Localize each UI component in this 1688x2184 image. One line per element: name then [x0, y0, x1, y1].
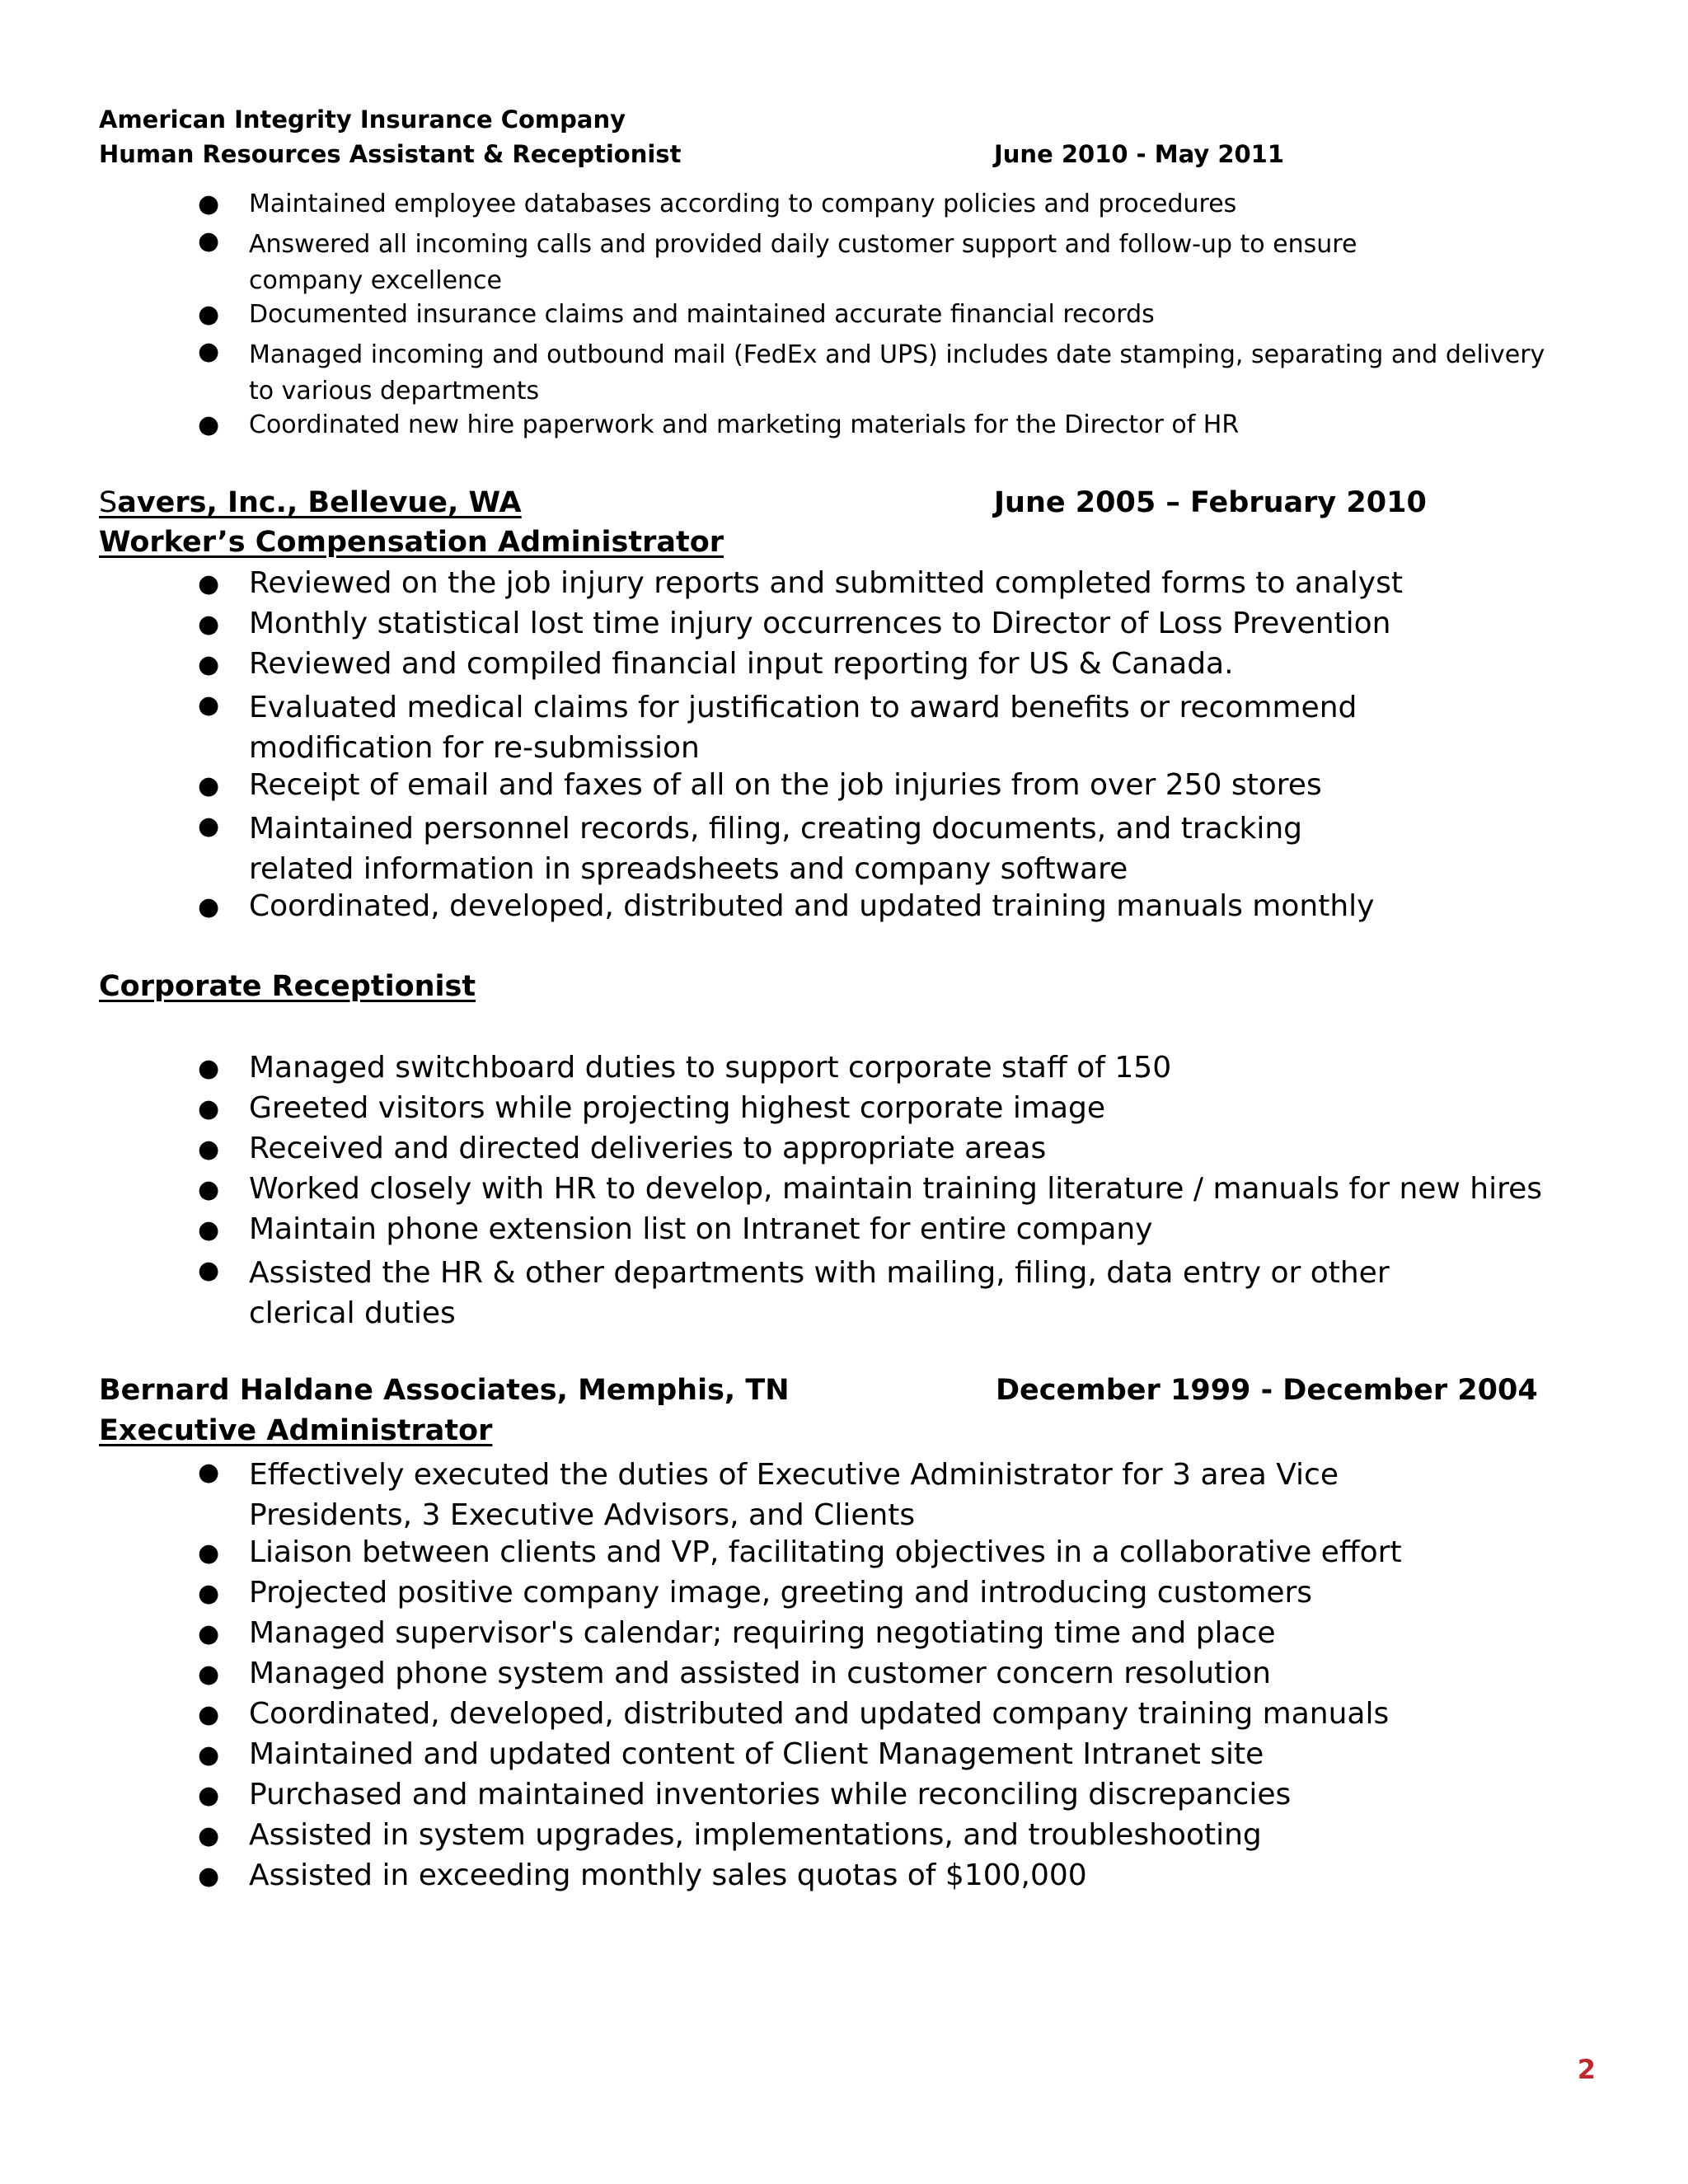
job-title: Executive Administrator [99, 1414, 493, 1447]
bullet-text: Maintained employee databases according to company policies and procedures [249, 190, 1237, 218]
bullet-dot-icon: ● [198, 337, 220, 366]
company-name: American Integrity Insurance Company [99, 105, 626, 134]
company-name [99, 486, 522, 519]
bullet-dot-icon: ● [198, 1619, 220, 1648]
bullet-dot-icon: ● [198, 610, 220, 639]
bullet-dot-icon: ● [198, 1741, 220, 1769]
bullet-dot-icon: ● [198, 1256, 220, 1285]
bullet-dot-icon: ● [198, 227, 220, 255]
bullet-text: Managed supervisor's calendar; requiring negotiating time and place [249, 1616, 1276, 1650]
bullet-dot-icon: ● [198, 1135, 220, 1164]
bullet-text: Maintained and updated content of Client Management Intranet site [249, 1737, 1264, 1771]
bullet-dot-icon: ● [198, 410, 220, 439]
bullet-text: Coordinated new hire paperwork and marketing materials for the Director of HR [249, 410, 1240, 439]
page-number: 2 [1577, 2054, 1596, 2085]
job-dates: June 2005 – February 2010 [994, 486, 1427, 519]
bullet-text: Maintain phone extension list on Intranet for entire company [249, 1212, 1153, 1246]
job-title: Corporate Receptionist [99, 970, 476, 1003]
bullet-text: Receipt of email and faxes of all on the job injuries from over 250 stores [249, 768, 1322, 802]
bullet-dot-icon: ● [198, 190, 220, 218]
bullet-text: Liaison between clients and VP, facilitating objectives in a collaborative effort [249, 1535, 1402, 1569]
bullet-dot-icon: ● [198, 1054, 220, 1083]
bullet-text: Reviewed on the job injury reports and submitted completed forms to analyst [249, 566, 1403, 600]
bullet-dot-icon: ● [198, 300, 220, 329]
job-dates: June 2010 - May 2011 [994, 140, 1285, 168]
bullet-dot-icon: ● [198, 1781, 220, 1810]
job-title: Human Resources Assistant & Receptionist [99, 140, 682, 168]
bullet-text: Assisted the HR & other departments with mailing, filing, data entry or other clerical duties [249, 1256, 1390, 1330]
bullet-dot-icon: ● [198, 1700, 220, 1729]
bullet-dot-icon: ● [198, 1216, 220, 1244]
bullet-text: Maintained personnel records, filing, creating documents, and tracking related information in spreadsheets and company software [249, 812, 1303, 886]
bullet-text: Projected positive company image, greeting and introducing customers [249, 1576, 1313, 1610]
bullet-dot-icon: ● [198, 812, 220, 841]
bullet-dot-icon: ● [198, 1862, 220, 1891]
bullet-text: Coordinated, developed, distributed and updated training manuals monthly [249, 889, 1375, 923]
bullet-dot-icon: ● [198, 1821, 220, 1850]
company-name: Bernard Haldane Associates, Memphis, TN [99, 1374, 790, 1407]
bullet-text: Coordinated, developed, distributed and updated company training manuals [249, 1697, 1390, 1731]
bullet-text: Evaluated medical claims for justification to award benefits or recommend modification for re-submission [249, 691, 1357, 765]
job-title: Worker’s Compensation Administrator [99, 526, 724, 559]
bullet-text: Managed switchboard duties to support corporate staff of 150 [249, 1051, 1172, 1085]
company-initial: S [99, 486, 118, 519]
bullet-dot-icon: ● [198, 893, 220, 921]
bullet-text: Assisted in system upgrades, implementations, and troubleshooting [249, 1818, 1262, 1852]
bullet-text: Monthly statistical lost time injury occurrences to Director of Loss Prevention [249, 607, 1391, 640]
bullet-text: Effectively executed the duties of Executive Administrator for 3 area Vice Presidents, 3 Executive Advisors, and Clients [249, 1458, 1339, 1532]
bullet-text: Managed incoming and outbound mail (FedEx and UPS) includes date stamping, separating and delivery to various departments [249, 340, 1545, 405]
bullet-dot-icon: ● [198, 1175, 220, 1204]
job-dates: December 1999 - December 2004 [996, 1374, 1538, 1407]
bullet-text: Greeted visitors while projecting highest corporate image [249, 1091, 1106, 1125]
company-name-rest: avers, Inc., Bellevue, WA [117, 486, 522, 519]
bullet-dot-icon: ● [198, 1579, 220, 1608]
bullet-dot-icon: ● [198, 569, 220, 598]
bullet-text: Answered all incoming calls and provided daily customer support and follow-up to ensure company excellence [249, 230, 1357, 295]
bullet-text: Managed phone system and assisted in customer concern resolution [249, 1657, 1271, 1690]
bullet-text: Assisted in exceeding monthly sales quotas of $100,000 [249, 1858, 1087, 1892]
bullet-dot-icon: ● [198, 691, 220, 719]
bullet-text: Reviewed and compiled financial input reporting for US & Canada. [249, 647, 1234, 681]
bullet-text: Documented insurance claims and maintained accurate financial records [249, 300, 1155, 329]
bullet-text: Worked closely with HR to develop, maintain training literature / manuals for new hires [249, 1172, 1543, 1206]
bullet-dot-icon: ● [198, 650, 220, 679]
bullet-dot-icon: ● [198, 1094, 220, 1123]
bullet-text: Received and directed deliveries to appropriate areas [249, 1132, 1047, 1165]
bullet-dot-icon: ● [198, 1458, 220, 1487]
bullet-dot-icon: ● [198, 1539, 220, 1568]
bullet-text: Purchased and maintained inventories while reconciling discrepancies [249, 1778, 1292, 1811]
bullet-dot-icon: ● [198, 1660, 220, 1689]
bullet-dot-icon: ● [198, 771, 220, 800]
